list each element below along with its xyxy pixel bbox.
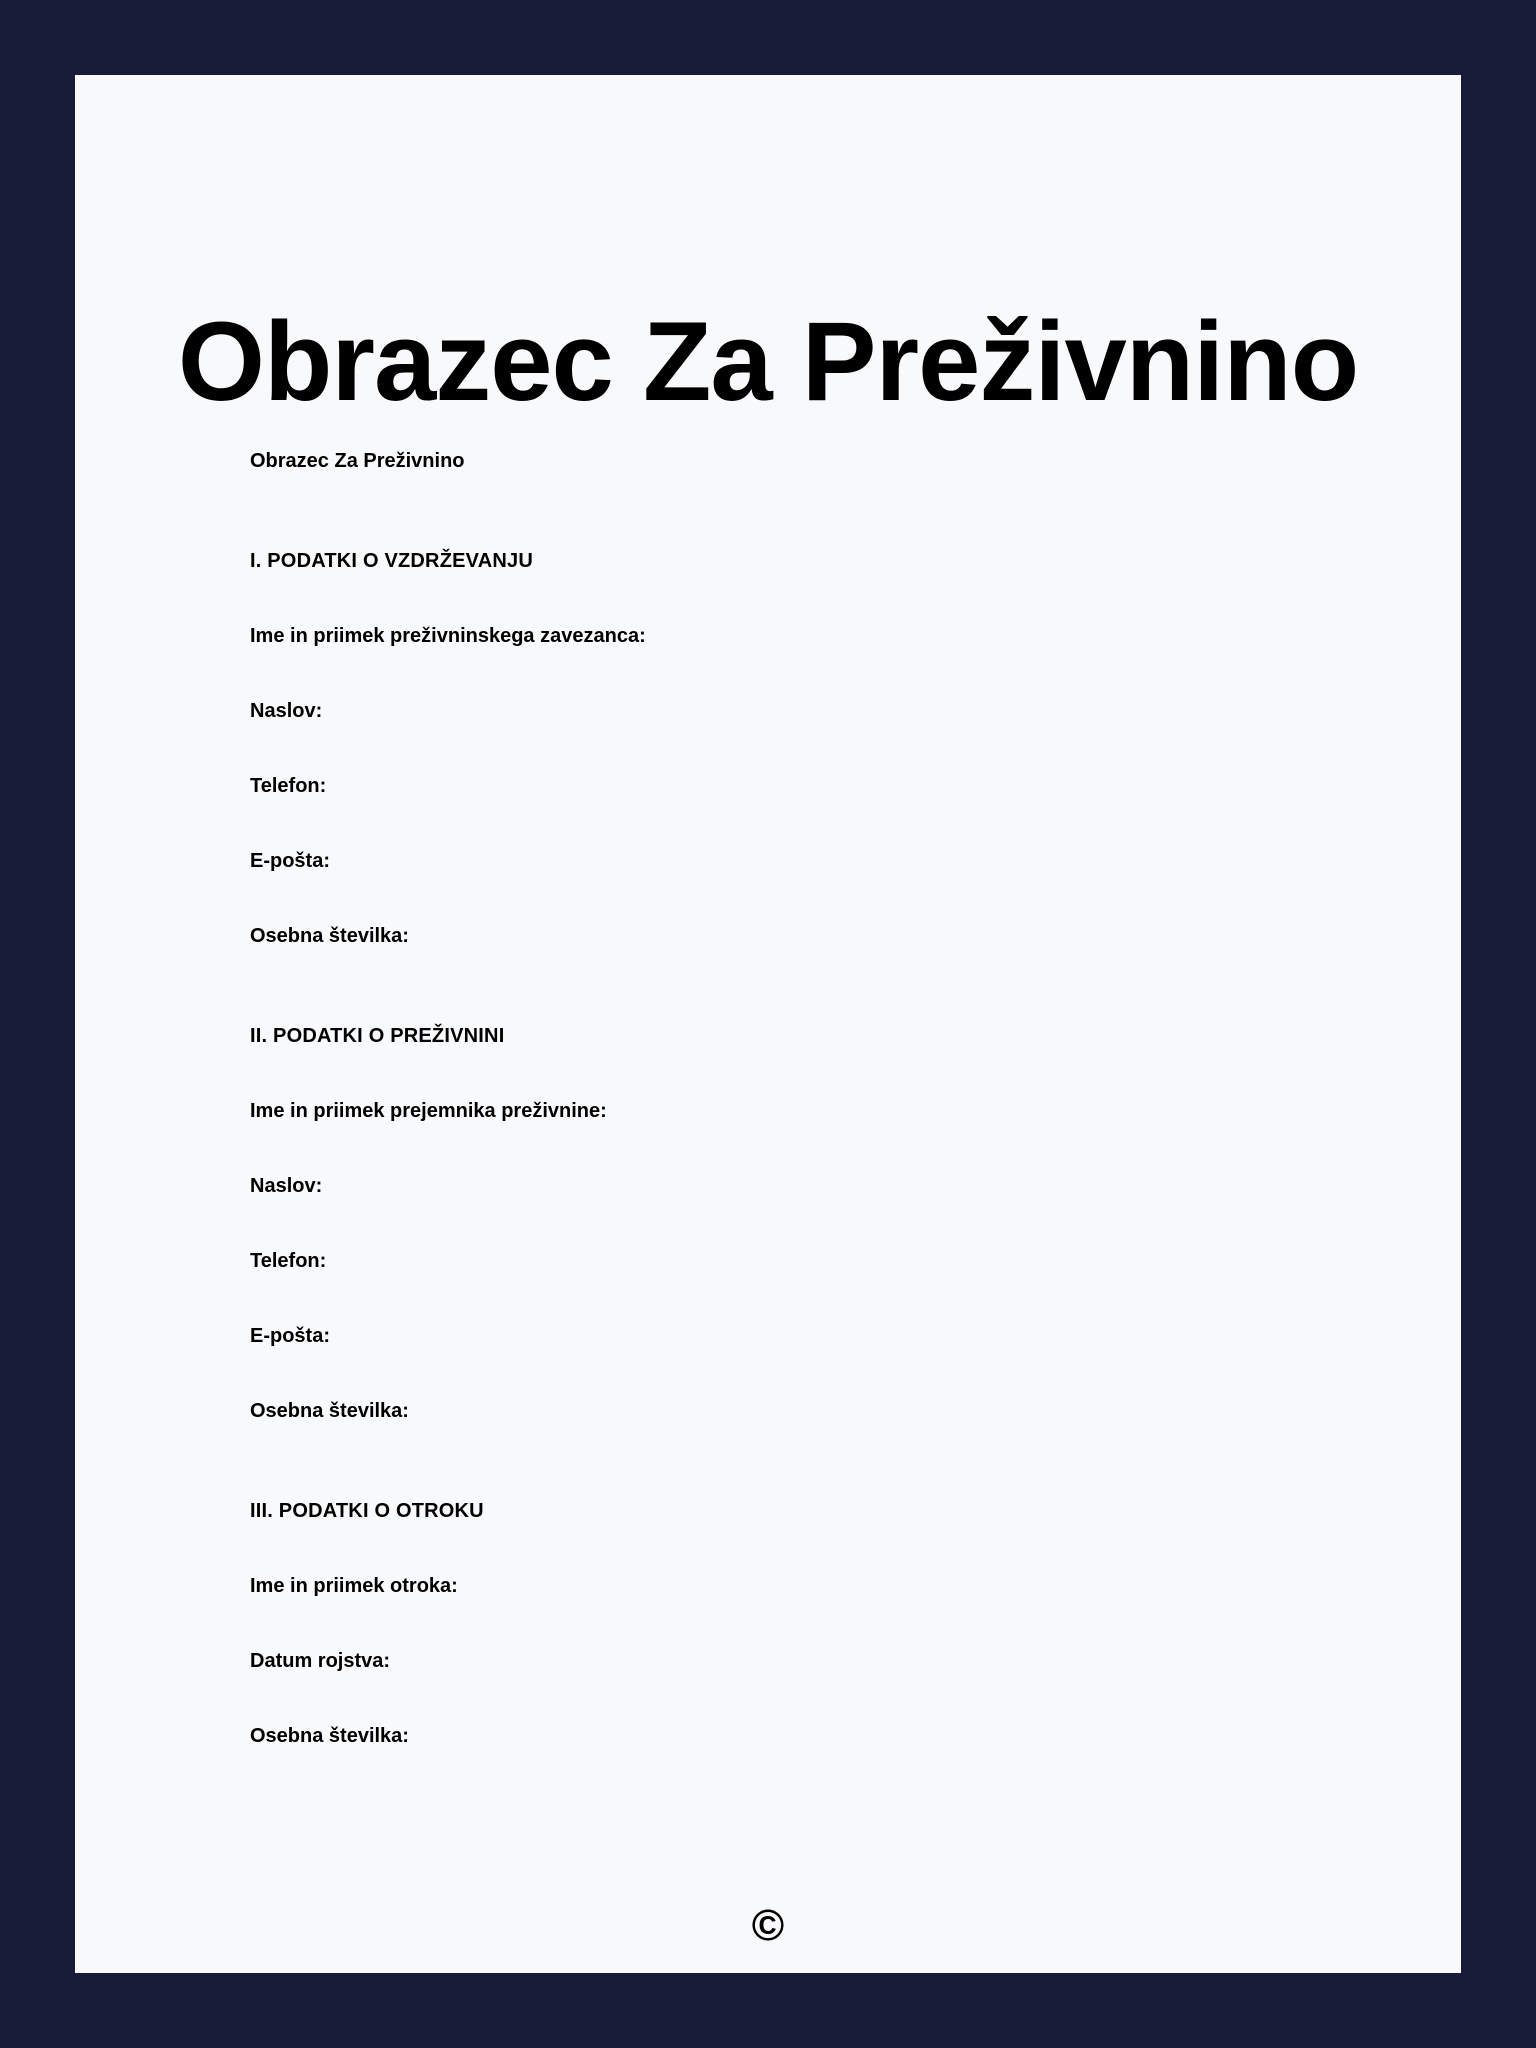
field-label: Telefon:	[250, 1250, 327, 1272]
document-page	[75, 75, 1461, 1973]
field-label: Ime in priimek prejemnika preživnine:	[250, 1100, 607, 1122]
field-label: Telefon:	[250, 775, 327, 797]
field-label: E-pošta:	[250, 850, 330, 872]
copyright-symbol: ©	[751, 1901, 785, 1950]
field-label: Ime in priimek preživninskega zavezanca:	[250, 625, 646, 647]
field-label: E-pošta:	[250, 1325, 330, 1347]
section-heading: I. PODATKI O VZDRŽEVANJU	[250, 550, 533, 572]
field-label: Osebna številka:	[250, 1725, 409, 1747]
section-heading: III. PODATKI O OTROKU	[250, 1500, 484, 1522]
field-label: Osebna številka:	[250, 925, 409, 947]
field-label: Ime in priimek otroka:	[250, 1575, 458, 1597]
form-subtitle: Obrazec Za Preživnino	[250, 450, 465, 472]
section-heading: II. PODATKI O PREŽIVNINI	[250, 1025, 505, 1047]
field-label: Naslov:	[250, 700, 323, 722]
field-label: Datum rojstva:	[250, 1650, 391, 1672]
field-label: Osebna številka:	[250, 1400, 409, 1422]
field-label: Naslov:	[250, 1175, 323, 1197]
page-title: Obrazec Za Preživnino	[177, 299, 1359, 424]
form-content	[250, 449, 1250, 1799]
